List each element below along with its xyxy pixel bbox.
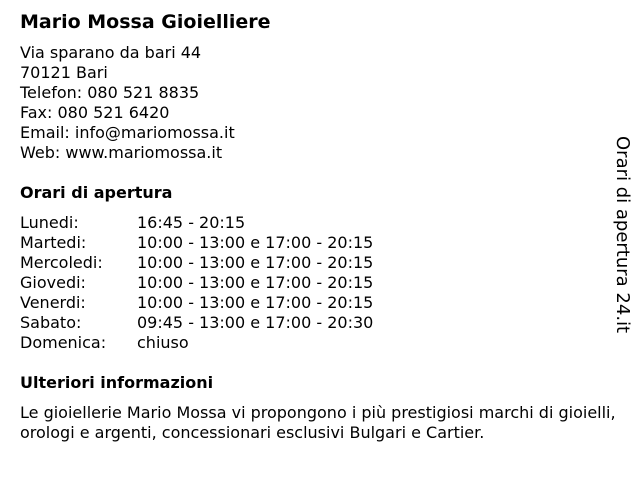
hours-row [20,233,620,253]
hours-time: 10:00 - 13:00 e 17:00 - 20:15 [137,273,374,292]
watermark-text: Orari di apertura 24.it [612,136,633,334]
hours-time: 10:00 - 13:00 e 17:00 - 20:15 [137,253,374,272]
more-info-section [20,373,620,443]
hours-row [20,293,620,313]
hours-day: Lunedi: [20,213,79,232]
opening-hours-heading: Orari di apertura [20,183,173,202]
address-city: 70121 Bari [20,63,108,82]
hours-time: 09:45 - 13:00 e 17:00 - 20:30 [137,313,374,332]
hours-row [20,273,620,293]
hours-day: Domenica: [20,333,107,352]
store-info-card [20,10,620,443]
web-line: Web: www.mariomossa.it [20,143,223,162]
contact-block [20,43,620,163]
hours-time: chiuso [137,333,189,352]
address-street: Via sparano da bari 44 [20,43,202,62]
hours-day: Giovedi: [20,273,86,292]
opening-hours-table [20,213,620,353]
hours-day: Venerdi: [20,293,86,312]
opening-hours-section [20,183,620,353]
hours-time: 10:00 - 13:00 e 17:00 - 20:15 [137,233,374,252]
hours-day: Mercoledi: [20,253,103,272]
hours-row [20,213,620,233]
fax-line: Fax: 080 521 6420 [20,103,170,122]
hours-time: 10:00 - 13:00 e 17:00 - 20:15 [137,293,374,312]
hours-day: Sabato: [20,313,82,332]
phone-line: Telefon: 080 521 8835 [20,83,200,102]
hours-row [20,253,620,273]
store-name: Mario Mossa Gioielliere [20,11,271,33]
hours-row [20,333,620,353]
hours-row [20,313,620,333]
hours-day: Martedi: [20,233,87,252]
email-line: Email: info@mariomossa.it [20,123,235,142]
hours-time: 16:45 - 20:15 [137,213,246,232]
more-info-heading: Ulteriori informazioni [20,373,214,392]
more-info-text: Le gioiellerie Mario Mossa vi propongono i più prestigiosi marchi di gioielli, orologi e argenti, concessionari esclusivi Bulgari e Cartier. [20,403,616,442]
